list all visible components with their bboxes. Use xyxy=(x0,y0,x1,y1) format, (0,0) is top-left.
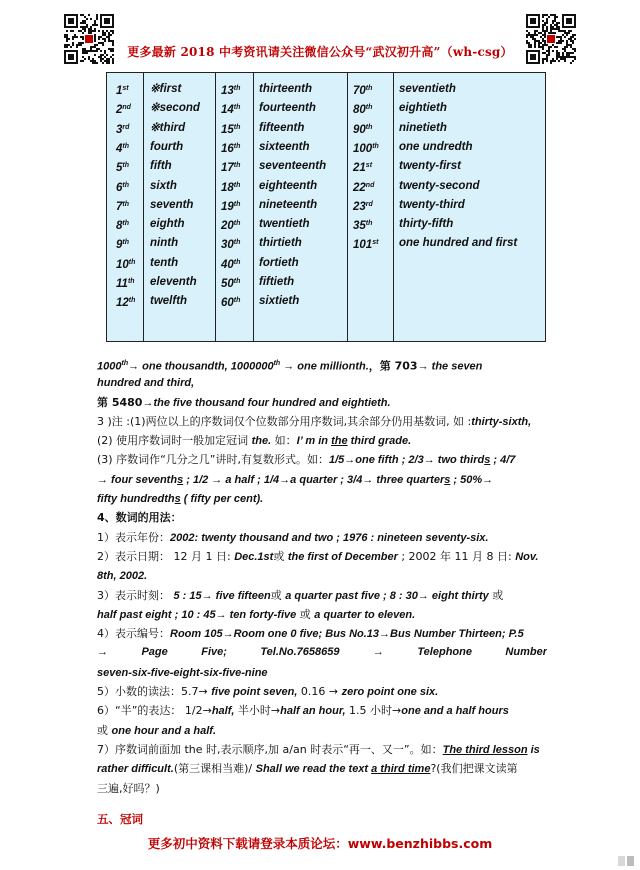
ordinal-number: 6 xyxy=(116,181,123,194)
example-label: ，第 703 xyxy=(368,359,418,373)
ordinal-number-cell xyxy=(221,159,240,175)
ordinal-number: 70 xyxy=(353,85,366,97)
text-line xyxy=(97,373,547,392)
text-line xyxy=(97,701,547,720)
ordinal-suffix: th xyxy=(128,258,136,266)
note-text: (3) 序数词作“几分之几”讲时,有复数形式。如： xyxy=(97,453,329,467)
ordinal-suffix: th xyxy=(127,278,135,285)
ordinal-word-cell: one undredth xyxy=(399,140,473,153)
ordinal-number-cell xyxy=(353,140,379,156)
text-line: → Page Five; Tel.No.7658659 → Telephone Number xyxy=(97,646,547,659)
example-text: the. xyxy=(251,435,272,448)
ordinal-number-cell xyxy=(116,236,129,252)
example-text: zero point one six. xyxy=(341,686,439,699)
example-text: Shall we read the text xyxy=(255,763,372,776)
example-text: ; 1/2 → a half ; 1/4→a quarter ; 3/4→ three quarter xyxy=(183,473,445,486)
ordinal-number-cell xyxy=(116,121,129,137)
text-line xyxy=(97,586,547,605)
ordinal-number: 11 xyxy=(116,278,128,290)
note-text: 或 xyxy=(270,588,286,602)
note-text: 或 xyxy=(488,588,504,602)
example-text: the xyxy=(331,435,348,448)
ordinal-word-cell: ※third xyxy=(150,121,186,134)
ordinal-word-cell: twenty-second xyxy=(399,179,480,192)
text-line xyxy=(97,740,547,759)
ordinal-number-cell xyxy=(353,217,372,233)
ordinal-word-cell: fiftieth xyxy=(259,276,295,288)
ordinal-number: 12 xyxy=(116,297,129,310)
text-line xyxy=(97,354,547,373)
grammar-notes xyxy=(97,354,547,798)
ordinal-number: 2 xyxy=(116,104,123,117)
example-text: is xyxy=(527,743,540,756)
ordinal-word-cell: seventieth xyxy=(399,83,456,95)
ordinal-number: 20 xyxy=(221,220,234,233)
page-corner-icon xyxy=(618,856,634,866)
ordinal-suffix: th xyxy=(372,142,379,150)
footer-banner: 更多初中资料下载请登录本质论坛：www.benzhibbs.com xyxy=(147,836,493,851)
example-text: → one thousandth, 1000000 xyxy=(128,360,274,373)
ordinal-suffix: th xyxy=(121,360,129,367)
section-heading: 五、冠词 xyxy=(97,812,143,826)
note-text: 半小时→ xyxy=(234,704,281,718)
example-text: ( fifty per cent). xyxy=(180,493,264,506)
ordinal-suffix: th xyxy=(233,104,241,112)
note-text: 1.5 小时→ xyxy=(345,704,402,718)
ordinal-number: 1 xyxy=(116,85,123,97)
ordinal-suffix: th xyxy=(233,239,241,247)
ordinal-suffix: nd xyxy=(122,104,131,112)
ordinal-word-cell: ※second xyxy=(150,102,200,115)
example-text: ; 4/7 xyxy=(490,454,516,467)
ordinal-word-cell: ninetieth xyxy=(399,121,447,134)
example-text: a third time xyxy=(371,763,431,776)
ordinal-word-cell: twelfth xyxy=(150,295,188,308)
note-text: 7）序数词前面加 the 时,表示顺序,加 a/an 时表示“再一、又一”。如： xyxy=(97,742,443,756)
example-text: s xyxy=(177,473,184,486)
ordinal-number: 17 xyxy=(221,162,234,175)
ordinal-number-cell xyxy=(116,82,129,98)
ordinal-suffix: th xyxy=(233,85,241,92)
note-text: 1）表示年份： xyxy=(97,530,170,544)
ordinal-number: 4 xyxy=(116,142,123,155)
example-text: → the seven xyxy=(417,360,483,373)
ordinal-word-cell: fourteenth xyxy=(259,102,316,115)
ordinal-word-cell: sixth xyxy=(150,179,177,192)
text-line xyxy=(97,759,547,778)
ordinal-suffix: th xyxy=(233,142,241,150)
ordinal-suffix: th xyxy=(122,142,130,150)
ordinal-number-cell xyxy=(221,294,240,310)
table-divider xyxy=(215,73,216,341)
ordinal-number: 8 xyxy=(116,220,123,233)
table-divider xyxy=(143,73,144,341)
ordinal-number-cell xyxy=(116,217,129,233)
ordinal-number: 60 xyxy=(221,297,234,310)
ordinal-word-cell: sixtieth xyxy=(259,295,300,308)
example-text: 1/5→one fifth ; 2/3→ two third xyxy=(328,454,485,467)
example-text: The third lesson xyxy=(442,743,528,756)
text-line xyxy=(97,489,547,508)
ordinal-word-cell: ※first xyxy=(150,83,182,95)
ordinal-number-cell xyxy=(353,179,374,195)
example-text: 8th, 2002. xyxy=(97,570,148,583)
ordinal-number: 7 xyxy=(116,200,123,213)
ordinal-number: 15 xyxy=(221,123,234,136)
example-text: 5 : 15→ five fifteen xyxy=(173,589,271,602)
ordinal-suffix: th xyxy=(122,181,130,189)
ordinal-number: 30 xyxy=(221,239,234,252)
ordinal-number: 5 xyxy=(116,162,123,175)
ordinal-suffix: th xyxy=(233,220,241,228)
ordinal-word-cell: twenty-third xyxy=(399,198,465,211)
ordinal-number-cell xyxy=(116,294,135,310)
ordinal-table xyxy=(106,72,546,342)
ordinal-number: 3 xyxy=(116,123,123,136)
ordinal-number-cell xyxy=(116,179,129,195)
note-text: 如： xyxy=(271,434,297,448)
example-text: → one millionth. xyxy=(280,360,369,373)
ordinal-number-cell xyxy=(353,121,372,137)
example-text: ; 50%→ xyxy=(450,473,494,486)
ordinal-number: 100 xyxy=(353,142,373,155)
ordinal-word-cell: twenty-first xyxy=(399,160,461,173)
ordinal-suffix: th xyxy=(122,200,130,208)
example-text: one hour and a half. xyxy=(111,724,217,737)
ordinal-number-cell xyxy=(221,121,240,137)
ordinal-suffix: th xyxy=(233,258,241,266)
ordinal-word-cell: thirtieth xyxy=(259,237,302,250)
ordinal-number: 40 xyxy=(221,258,234,271)
example-text: Dec.1st xyxy=(234,550,274,563)
ordinal-word-cell: seventeenth xyxy=(259,160,327,173)
ordinal-number: 18 xyxy=(221,181,234,194)
ordinal-number-cell xyxy=(116,159,129,175)
note-text: (2) 使用序数词时一般加定冠词 xyxy=(97,434,252,448)
text-line xyxy=(97,624,547,643)
example-text: third grade. xyxy=(347,435,412,448)
example-text: s xyxy=(484,454,491,467)
note-text: 5）小数的读法：5.7→ xyxy=(97,685,212,699)
ordinal-number-cell xyxy=(116,275,135,291)
ordinal-word-cell: fifth xyxy=(150,160,172,173)
example-text: half an hour, xyxy=(280,705,346,718)
ordinal-suffix: st xyxy=(122,85,129,92)
text-line xyxy=(97,470,547,489)
ordinal-number-cell xyxy=(353,82,372,98)
text-line xyxy=(97,412,547,431)
ordinal-suffix: th xyxy=(233,200,241,208)
text-line xyxy=(97,528,547,547)
example-text: a quarter to eleven. xyxy=(314,608,416,621)
text-line xyxy=(97,508,547,527)
ordinal-suffix: rd xyxy=(122,123,130,131)
ordinal-suffix: th xyxy=(233,297,241,305)
text-line xyxy=(97,605,547,624)
note-text: 或 xyxy=(97,723,112,737)
ordinal-number-cell xyxy=(221,256,240,272)
ordinal-number-cell xyxy=(116,198,129,214)
section-heading: 4、数词的用法： xyxy=(97,511,182,525)
ordinal-word-cell: tenth xyxy=(150,256,179,269)
ordinal-number-cell xyxy=(116,256,135,272)
note-text: 4）表示编号： xyxy=(97,627,170,641)
ordinal-word-cell: fifteenth xyxy=(259,121,305,134)
note-text: 6）“半”的表达： 1/2→ xyxy=(97,704,212,718)
example-text: → four seventh xyxy=(97,473,178,486)
ordinal-number: 13 xyxy=(221,85,234,97)
text-line xyxy=(97,431,547,450)
table-divider xyxy=(393,73,394,341)
ordinal-number-cell xyxy=(116,101,131,117)
ordinal-word-cell: ninth xyxy=(150,237,179,250)
ordinal-number-cell xyxy=(353,198,373,214)
ordinal-suffix: th xyxy=(365,220,373,228)
ordinal-number-cell xyxy=(221,82,240,98)
example-text: Room 105→Room one 0 five; Bus No.13→Bus Number Thirteen; P.5 xyxy=(170,628,524,641)
ordinal-word-cell: fortieth xyxy=(259,256,299,269)
ordinal-number: 23 xyxy=(353,200,366,213)
ordinal-number-cell xyxy=(221,275,240,291)
ordinal-suffix: th xyxy=(128,297,136,305)
example-text: one and a half hours xyxy=(401,705,509,718)
note-text: 2）表示日期： 12 月 1 日: xyxy=(97,549,235,563)
note-text: 或 xyxy=(273,549,288,563)
ordinal-number-cell xyxy=(221,140,240,156)
text-line xyxy=(97,779,547,798)
note-text: ; 2002 年 11 月 8 日: xyxy=(397,549,516,563)
note-text: 三遍,好吗？) xyxy=(97,781,160,795)
ordinal-suffix: th xyxy=(365,104,373,112)
text-line xyxy=(97,547,547,566)
note-text: 3）表示时刻： xyxy=(97,588,174,602)
example-text: half past eight ; 10 : 45→ ten forty-five xyxy=(97,608,297,621)
ordinal-number: 90 xyxy=(353,123,366,136)
ordinal-number: 9 xyxy=(116,239,123,252)
ordinal-number: 22 xyxy=(353,181,366,194)
ordinal-suffix: th xyxy=(365,123,373,131)
ordinal-word-cell: nineteenth xyxy=(259,198,318,211)
ordinal-suffix: th xyxy=(233,123,241,131)
ordinal-number: 10 xyxy=(116,258,129,271)
ordinal-word-cell: eighteenth xyxy=(259,179,318,192)
example-label: 第 5480 xyxy=(97,395,143,409)
text-line xyxy=(97,393,547,412)
example-text: hundred and third, xyxy=(97,377,195,390)
ordinal-number: 50 xyxy=(221,278,234,290)
ordinal-suffix: th xyxy=(233,181,241,189)
text-line xyxy=(97,682,547,701)
example-text: a quarter past five ; 8 : 30→ eight thirty xyxy=(285,589,489,602)
ordinal-number: 14 xyxy=(221,104,234,117)
ordinal-word-cell: sixteenth xyxy=(259,140,310,153)
example-text: the first of December xyxy=(287,550,398,563)
ordinal-suffix: th xyxy=(365,85,373,92)
ordinal-word-cell: fourth xyxy=(150,140,184,153)
ordinal-number: 35 xyxy=(353,220,366,233)
ordinal-word-cell: seventh xyxy=(150,198,194,211)
ordinal-number-cell xyxy=(353,101,372,117)
example-text: seven-six-five-eight-six-five-nine xyxy=(97,666,268,679)
ordinal-number: 21 xyxy=(353,162,366,175)
ordinal-number-cell xyxy=(221,236,240,252)
table-divider xyxy=(347,73,348,341)
ordinal-number-cell xyxy=(221,101,240,117)
ordinal-suffix: th xyxy=(233,162,241,170)
ordinal-number: 1000 xyxy=(97,360,122,373)
ordinal-word-cell: eighth xyxy=(150,218,185,231)
ordinal-number-cell xyxy=(221,179,240,195)
ordinal-suffix: th xyxy=(122,239,130,247)
text-line xyxy=(97,566,547,585)
header-banner: 更多最新 2018 中考资讯请关注微信公众号“武汉初升高”（wh-csg） xyxy=(127,45,513,59)
ordinal-suffix: th xyxy=(233,278,241,285)
example-text: five point seven, xyxy=(211,686,298,699)
example-text: 2002: twenty thousand and two ; 1976 : nineteen seventy-six. xyxy=(170,531,489,544)
text-line xyxy=(97,450,547,469)
ordinal-suffix: st xyxy=(365,162,373,170)
example-text: rather difficult. xyxy=(97,763,174,776)
ordinal-suffix: rd xyxy=(365,200,373,208)
ordinal-word-cell: thirteenth xyxy=(259,83,313,95)
ordinal-suffix: th xyxy=(122,162,130,170)
note-text: 3 )注 :(1)两位以上的序数词仅个位数部分用序数词,其余部分仍用基数词, 如 : xyxy=(97,414,472,428)
table-divider xyxy=(253,73,254,341)
ordinal-suffix: th xyxy=(122,220,130,228)
note-text: 0.16 → xyxy=(297,685,342,699)
ordinal-number-cell xyxy=(221,217,240,233)
example-text: Nov. xyxy=(515,550,539,563)
example-text: half, xyxy=(211,705,235,718)
ordinal-word-cell: one hundred and first xyxy=(399,237,518,250)
note-text: 或 xyxy=(296,607,315,621)
ordinal-suffix: nd xyxy=(365,181,375,189)
ordinal-number-cell xyxy=(353,159,372,175)
ordinal-number-cell xyxy=(221,198,240,214)
ordinal-word-cell: eleventh xyxy=(150,276,197,288)
example-text: s xyxy=(174,493,181,506)
ordinal-number: 16 xyxy=(221,142,234,155)
ordinal-word-cell: eightieth xyxy=(399,102,447,115)
example-text: thirty-sixth, xyxy=(471,415,532,428)
text-line xyxy=(97,663,547,682)
ordinal-word-cell: thirty-fifth xyxy=(399,218,454,231)
example-text: →the five thousand four hundred and eightieth. xyxy=(142,396,391,409)
ordinal-suffix: st xyxy=(372,239,379,247)
example-text: fifty hundredth xyxy=(97,493,175,506)
ordinal-number-cell xyxy=(116,140,129,156)
ordinal-word-cell: twentieth xyxy=(259,218,310,231)
ordinal-number: 80 xyxy=(353,104,366,117)
note-text: ?(我们把课文读第 xyxy=(430,762,518,776)
example-text: I’ m in xyxy=(296,435,332,448)
ordinal-suffix: th xyxy=(273,360,281,367)
text-line xyxy=(97,721,547,740)
ordinal-number-cell xyxy=(353,236,378,252)
ordinal-number: 19 xyxy=(221,200,234,213)
ordinal-number: 101 xyxy=(353,239,373,252)
note-text: (第三课相当难)/ xyxy=(173,762,256,776)
example-text: s xyxy=(444,473,451,486)
